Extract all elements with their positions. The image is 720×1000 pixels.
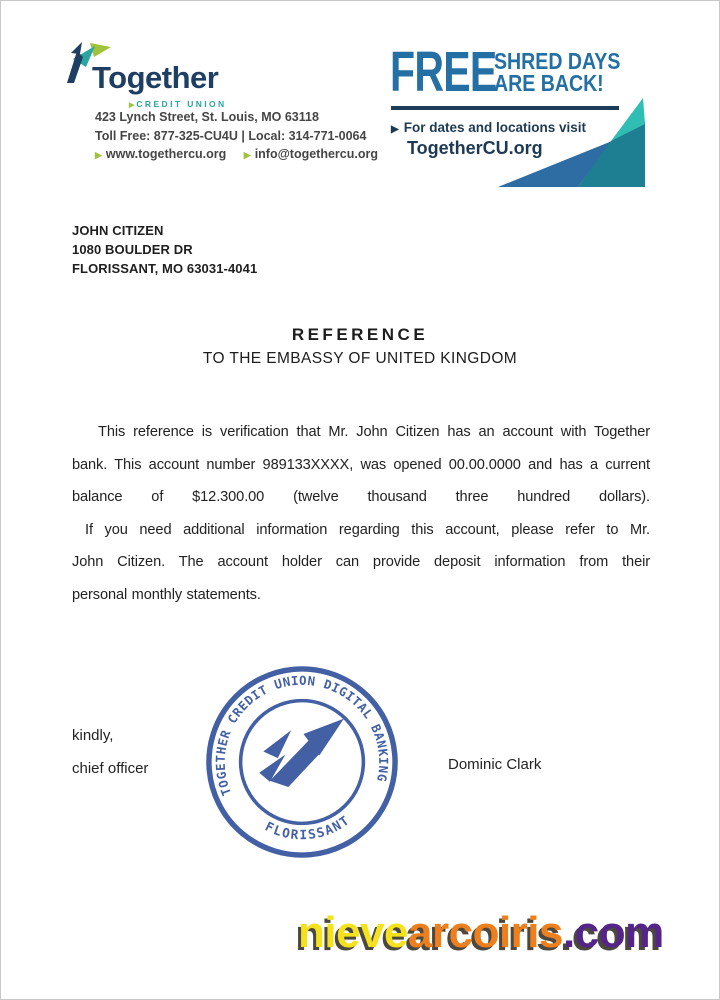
promo-headline-stack xyxy=(494,50,643,94)
recipient-address1: 1080 BOULDER DR xyxy=(72,242,193,257)
hq-address-block xyxy=(95,108,378,165)
watermark-part3: .com xyxy=(563,908,664,957)
body-line: If you need additional information regarding this account, please refer to Mr. xyxy=(85,521,650,538)
hq-street-line: 423 Lynch Street, St. Louis, MO 63118 xyxy=(95,110,319,124)
bullet-triangle-icon: ▶ xyxy=(129,102,135,109)
letter-body xyxy=(72,416,650,611)
body-line: balance of $12.300.00 (twelve thousand three hundred dollars). xyxy=(72,489,650,505)
promo-headline-line2: ARE BACK! xyxy=(494,70,604,96)
recipient-name: JOHN CITIZEN xyxy=(72,223,164,238)
body-line: bank. This account number 989133XXXX, was opened 00.00.0000 and has a current xyxy=(72,456,650,473)
body-line: John Citizen. The account holder can provide deposit information from their xyxy=(72,554,650,570)
promo-headline-free: FREE xyxy=(390,40,497,104)
site-watermark xyxy=(298,908,708,958)
closing-role: chief officer xyxy=(72,759,149,777)
website-text: www.togethercu.org xyxy=(105,147,227,161)
closing-block xyxy=(72,720,148,785)
sub-brand-label: ▶ CREDIT UNION xyxy=(129,99,227,109)
promo-mountain-graphic xyxy=(488,94,646,188)
body-line: personal monthly statements. xyxy=(72,586,261,603)
bullet-triangle-icon: ▶ xyxy=(95,150,102,160)
hq-links-line xyxy=(95,145,378,165)
watermark-part1: nieve xyxy=(298,908,409,957)
promo-url: TogetherCU.org xyxy=(407,138,543,158)
email-text: info@togethercu.org xyxy=(254,147,378,161)
promo-headline-line1: SHRED DAYS xyxy=(494,48,621,74)
closing-kindly: kindly, xyxy=(72,727,114,744)
round-stamp xyxy=(195,655,410,870)
svg-text:TOGETHER CREDIT UNION DIGITAL xyxy=(206,666,392,798)
brand-wordmark: Together xyxy=(92,60,219,95)
letter-title: REFERENCE xyxy=(291,325,429,344)
body-line: This reference is verification that Mr. John Citizen has an account with Together xyxy=(98,424,650,440)
bullet-triangle-icon: ▶ xyxy=(243,150,251,160)
stamp-arc-text: TOGETHER CREDIT UNION DIGITAL BANKING xyxy=(213,673,391,798)
hq-phone-line: Toll Free: 877-325-CU4U | Local: 314-771-0064 xyxy=(95,128,367,143)
bullet-triangle-icon: ▶ xyxy=(391,124,399,135)
promo-note: ▶ For dates and locations visit xyxy=(391,120,586,135)
recipient-address2: FLORISSANT, MO 63031-4041 xyxy=(72,261,258,276)
watermark-part2: arcoiris xyxy=(408,908,563,957)
recipient-block xyxy=(72,221,257,278)
stamp-bottom-text: FLORISSANT xyxy=(262,812,354,844)
signer-name: Dominic Clark xyxy=(448,756,542,773)
stamp-arrow-logo xyxy=(255,719,349,790)
letter-subtitle: TO THE EMBASSY OF UNITED KINGDOM xyxy=(202,350,518,367)
